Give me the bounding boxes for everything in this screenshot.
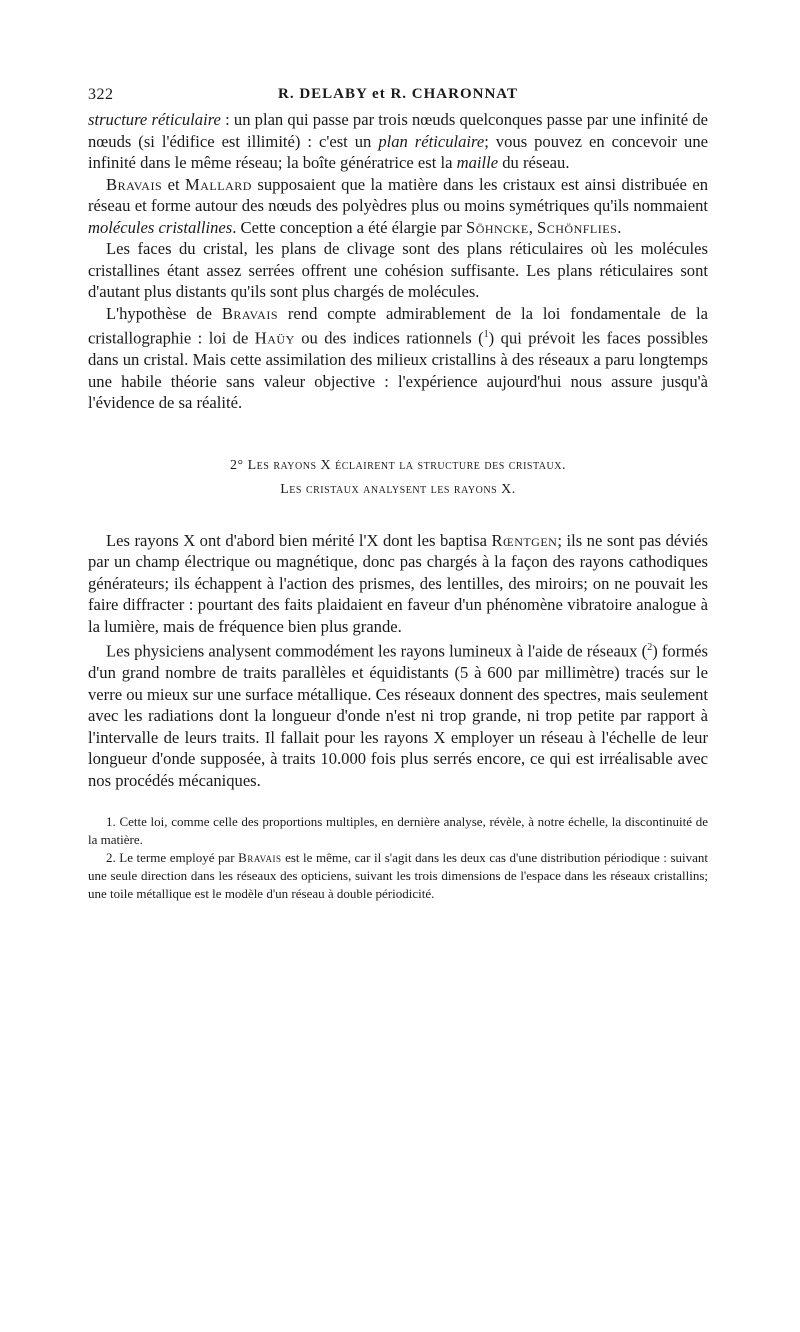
term-maille: maille <box>456 153 499 172</box>
footnote-ref-2[interactable]: 2 <box>647 642 653 654</box>
paragraph-4-text-c: ou des indices rationnels ( <box>294 328 484 348</box>
paragraph-4-text-b: rend compte admirablement de la loi fondamentale de la cristallographie : loi de <box>88 303 708 348</box>
paragraph-5-text-a: Les rayons X ont d'abord bien mérité l'X dont les baptisa <box>106 530 492 550</box>
term-structure-reticulaire: structure réticulaire <box>88 110 221 129</box>
paragraph-1-text-b: ; vous pouvez en concevoir une infinité dans le même réseau; la boîte génératrice est la <box>88 131 708 172</box>
author-mallard: Mallard <box>185 174 252 194</box>
section-heading-line-1: 2° Les rayons X éclairent la structure des cristaux. <box>230 457 566 473</box>
book-page <box>88 86 708 903</box>
paragraph-2-text-e: . <box>617 217 622 237</box>
author-sohncke: Söhncke <box>466 217 529 237</box>
author-bravais: Bravais <box>106 174 163 194</box>
paragraph-2-text-d: , <box>528 217 538 237</box>
footnote-1: 1. Cette loi, comme celle des proportions multiples, en dernière analyse, révèle, à notre échelle, la discontinuité de la matière. <box>88 814 708 848</box>
paragraph-6 <box>88 637 708 791</box>
footnote-ref-1[interactable]: 1 <box>483 329 489 340</box>
paragraph-4-text-d: ) qui prévoit les faces possibles dans un cristal. Mais cette assimilation des milieux cristallins à des réseaux a paru longtemps une habile théorie sans valeur objective : l'expérience aujourd'hui nous assure jusqu'à l'évidence de sa réalité. <box>88 328 708 413</box>
paragraph-6-text-b: ) formés d'un grand nombre de traits parallèles et équidistants (5 à 600 par millimètre) tracés sur le verre ou mieux sur une surface métallique. Ces réseaux donnent des spectres, mais seulement avec les radiations dont la longueur d'onde n'est ni trop grande, ni trop petite par rapport à l'intervalle de leurs traits. Il fallait pour les rayons X employer un réseau à l'échelle de leur longueur d'onde supposée, à traits 10.000 fois plus serrés encore, ce qui est irréalisable avec nos procédés mécaniques. <box>88 641 708 790</box>
body-text <box>88 109 708 414</box>
author-roentgen: Rœntgen <box>491 530 558 550</box>
page-number: 322 <box>88 86 114 103</box>
paragraph-2 <box>88 174 708 239</box>
paragraph-2-text-a: et <box>162 174 186 194</box>
paragraph-4 <box>88 303 708 414</box>
author-hauy: Haüy <box>254 328 295 348</box>
paragraph-1 <box>88 109 708 174</box>
section-heading <box>88 454 708 502</box>
footnote-2-text-a: 2. Le terme employé par <box>106 850 239 866</box>
author-schonflies: Schönflies <box>537 217 618 237</box>
paragraph-5 <box>88 530 708 638</box>
term-molecules-cristallines: molécules cristallines <box>88 217 233 237</box>
paragraph-2-text-b: supposaient que la matière dans les cristaux est ainsi distribuée en réseau et forme autour des nœuds des polyèdres plus ou moins symétriques qu'ils nommaient <box>88 174 708 215</box>
paragraph-5-text-b: ; ils ne sont pas déviés par un champ électrique ou magnétique, donc pas chargés à la façon des rayons cathodiques générateurs; ils échappent à l'action des prismes, des lentilles, des miroirs; on ne pouvait les faire diffracter : pourtant des faits plaidaient en faveur d'un phénomène vibratoire analogue à la lumière, mais de fréquence bien plus grande. <box>88 530 708 636</box>
running-head: R. DELABY et R. CHARONNAT <box>278 86 518 102</box>
section-heading-line-2: Les cristaux analysent les rayons X. <box>280 481 516 497</box>
author-bravais: Bravais <box>221 303 279 323</box>
paragraph-3: Les faces du cristal, les plans de clivage sont des plans réticulaires où les molécules cristallines étant assez serrées offrent une cohésion suffisante. Les plans réticulaires sont d'autant plus distants qu'ils sont plus chargés de molécules. <box>88 239 708 301</box>
author-bravais: Bravais <box>238 850 282 866</box>
paragraph-2-text-c: . Cette conception a été élargie par <box>232 217 466 237</box>
body-text-section-2 <box>88 530 708 792</box>
term-plan-reticulaire: plan réticulaire <box>378 131 485 151</box>
footnotes <box>88 813 708 903</box>
paragraph-4-text-a: L'hypothèse de <box>106 303 222 323</box>
paragraph-6-text-a: Les physiciens analysent commodément les rayons lumineux à l'aide de réseaux ( <box>106 641 648 661</box>
page-header <box>88 86 708 108</box>
footnote-2 <box>88 849 708 903</box>
paragraph-1-text-a: : un plan qui passe par trois nœuds quelconques passe par une infinité de nœuds (si l'édifice est illimité) : c'est un <box>88 110 708 151</box>
footnote-2-text-b: est le même, car il s'agit dans les deux cas d'une distribution périodique : suivant une seule direction dans les réseaux des opticiens, suivant les trois dimensions de l'espace dans les réseaux cristallins; une toile métallique est le modèle d'un réseau à double périodicité. <box>88 850 708 902</box>
paragraph-1-text-c: du réseau. <box>498 153 570 172</box>
